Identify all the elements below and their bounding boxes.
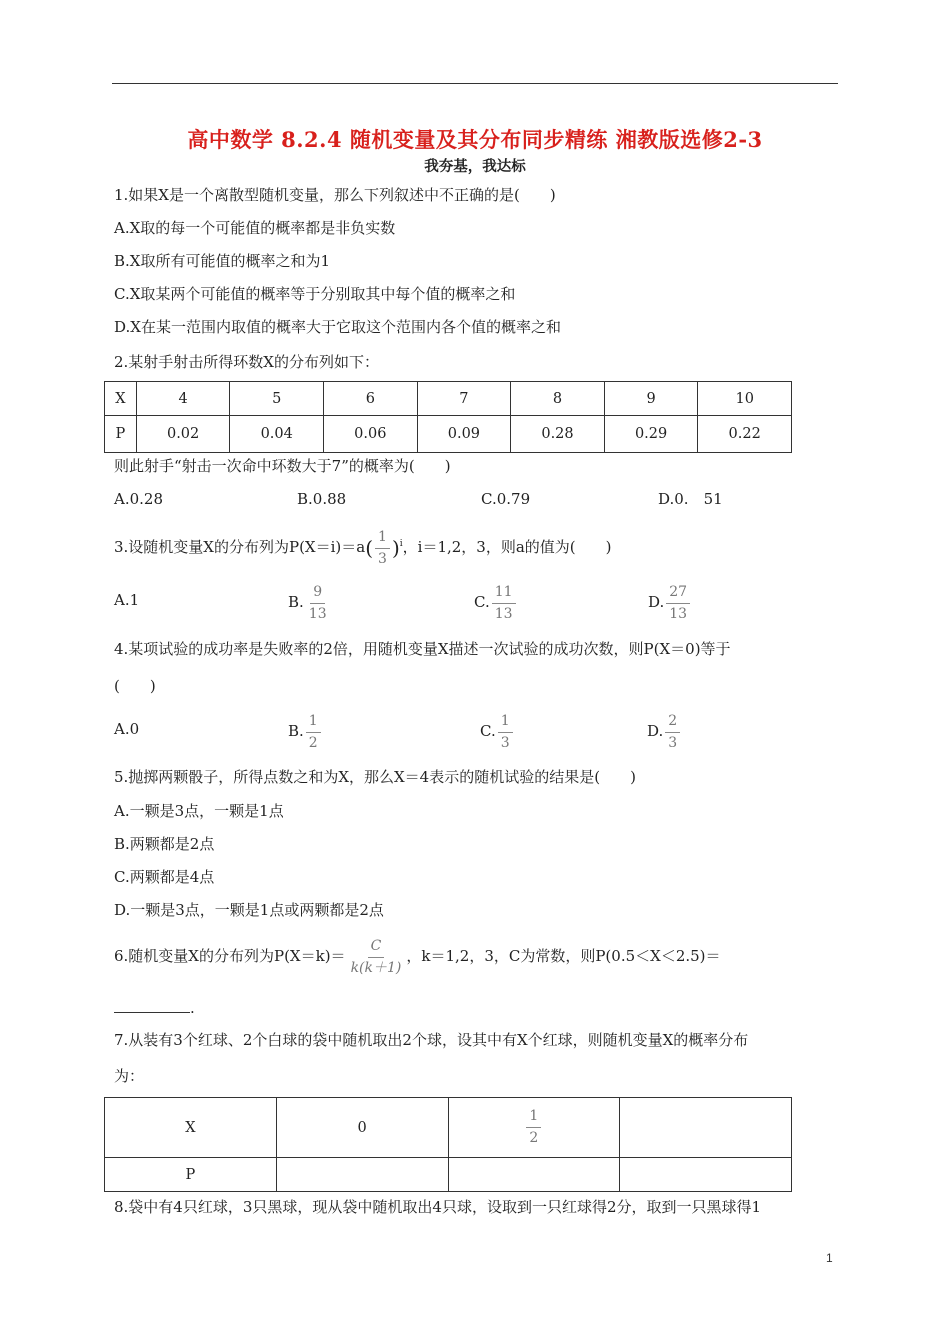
fraction-numerator: 11	[492, 583, 516, 604]
question-6-stem	[114, 934, 721, 978]
question-7-distribution-table	[104, 1097, 792, 1192]
table-cell: 7	[417, 382, 511, 416]
question-6-fraction	[348, 937, 405, 978]
open-paren: (	[365, 536, 374, 560]
question-3-option-a: A.1	[114, 591, 140, 609]
question-5-stem: 5.抛掷两颗骰子，所得点数之和为X，那么X＝4表示的随机试验的结果是( )	[114, 768, 636, 786]
table-cell: P	[105, 1158, 277, 1192]
question-5-option-d: D.一颗是3点，一颗是1点或两颗都是2点	[114, 901, 384, 919]
option-fraction	[306, 712, 321, 753]
question-3-option-c	[474, 580, 518, 624]
table-cell-empty	[620, 1158, 792, 1192]
table-cell: X	[105, 382, 137, 416]
fraction-denominator: 13	[308, 605, 327, 622]
question-2-option-a: A.0.28	[114, 490, 163, 508]
option-fraction	[498, 712, 513, 753]
table-cell: P	[105, 416, 137, 453]
option-label: B.	[288, 722, 304, 740]
question-5-option-a: A.一颗是3点，一颗是1点	[114, 802, 284, 820]
page-subtitle: 我夯基，我达标	[424, 158, 526, 175]
question-3-option-b	[288, 580, 332, 624]
table-cell: 0.29	[604, 416, 698, 453]
question-2-option-d: D.0. 51	[658, 490, 723, 508]
table-cell-fraction	[448, 1098, 620, 1158]
fraction-denominator: 2	[308, 734, 318, 751]
question-2-followup: 则此射手“射击一次命中环数大于7”的概率为( )	[114, 457, 451, 475]
question-4-option-a: A.0	[114, 720, 140, 738]
table-cell: 0.06	[324, 416, 418, 453]
page-title: 高中数学 8.2.4 随机变量及其分布同步精练 湘教版选修2-3	[187, 127, 763, 152]
fraction-numerator: 1	[375, 528, 390, 549]
question-2-option-b: B.0.88	[297, 490, 347, 508]
option-fraction	[492, 583, 516, 624]
table-cell: 0	[276, 1098, 448, 1158]
fraction-denominator: 13	[494, 605, 513, 622]
table-row	[105, 416, 792, 453]
table-cell: 6	[324, 382, 418, 416]
question-1-option-a: A.X取的每一个可能值的概率都是非负实数	[114, 219, 396, 237]
table-cell: 5	[230, 382, 324, 416]
fraction-numerator: 1	[306, 712, 321, 733]
table-cell: 10	[698, 382, 792, 416]
option-label: B.	[288, 593, 304, 611]
question-8-stem: 8.袋中有4只红球，3只黑球，现从袋中随机取出4只球，设取到一只红球得2分，取到一只黑球得1	[114, 1198, 762, 1216]
fraction-numerator: 27	[666, 583, 690, 604]
question-6-stem-text: 6.随机变量X的分布列为P(X＝k)＝	[114, 947, 346, 965]
table-cell: 0.28	[511, 416, 605, 453]
table-cell: 9	[604, 382, 698, 416]
question-4-stem-continued: ( )	[114, 677, 156, 695]
question-2-distribution-table	[104, 381, 792, 453]
fraction-denominator: 3	[500, 734, 510, 751]
option-label: D.	[647, 722, 664, 740]
question-7-stem-continued: 为：	[114, 1067, 145, 1085]
table-cell: 0.04	[230, 416, 324, 453]
option-fraction	[306, 583, 330, 624]
fraction-numerator: C	[368, 937, 385, 958]
close-paren: )	[391, 536, 400, 560]
page-number: 1	[826, 1251, 833, 1265]
question-4-option-d	[647, 709, 682, 753]
question-6-stem-tail: ，k＝1,2，3，C为常数，则P(0.5＜X＜2.5)＝	[406, 947, 721, 965]
question-1-option-b: B.X取所有可能值的概率之和为1	[114, 252, 331, 270]
question-4-option-c	[480, 709, 515, 753]
table-cell: 4	[136, 382, 230, 416]
question-4-stem: 4.某项试验的成功率是失败率的2倍，用随机变量X描述一次试验的成功次数，则P(X＝0)等于	[114, 640, 731, 658]
question-2-stem: 2.某射手射击所得环数X的分布列如下：	[114, 353, 379, 371]
table-cell: 0.02	[136, 416, 230, 453]
fraction-denominator: k(k＋1)	[350, 959, 402, 976]
question-3-option-d	[648, 580, 692, 624]
table-cell: 8	[511, 382, 605, 416]
option-fraction	[666, 583, 690, 624]
table-cell-empty	[276, 1158, 448, 1192]
question-1-option-d: D.X在某一范围内取值的概率大于它取这个范围内各个值的概率之和	[114, 318, 561, 336]
table-row	[105, 1158, 792, 1192]
table-cell-empty	[620, 1098, 792, 1158]
option-label: C.	[474, 593, 490, 611]
fraction-numerator: 9	[310, 583, 325, 604]
table-cell-empty	[448, 1158, 620, 1192]
question-1-option-c: C.X取某两个可能值的概率等于分别取其中每个值的概率之和	[114, 285, 516, 303]
exponent: i	[399, 539, 403, 549]
table-cell: 0.22	[698, 416, 792, 453]
question-1-stem: 1.如果X是一个离散型随机变量，那么下列叙述中不正确的是( )	[114, 186, 556, 204]
table-cell: X	[105, 1098, 277, 1158]
question-3-stem-text: 3.设随机变量X的分布列为P(X＝i)＝a	[114, 538, 366, 556]
question-2-option-c: C.0.79	[481, 490, 531, 508]
question-4-option-b	[288, 709, 323, 753]
cell-fraction	[526, 1107, 541, 1148]
option-label: C.	[480, 722, 496, 740]
question-3-fraction	[375, 528, 390, 569]
header-rule	[112, 83, 838, 84]
fraction-numerator: 2	[665, 712, 680, 733]
option-label: D.	[648, 593, 665, 611]
fraction-numerator: 1	[526, 1107, 541, 1128]
fraction-denominator: 2	[529, 1130, 539, 1146]
fraction-numerator: 1	[498, 712, 513, 733]
question-3-stem-tail: ，i＝1,2，3，则a的值为( )	[402, 538, 612, 556]
table-row	[105, 382, 792, 416]
question-6-period: .	[190, 999, 195, 1017]
option-fraction	[665, 712, 680, 753]
table-cell: 0.09	[417, 416, 511, 453]
question-3-stem	[114, 522, 612, 570]
fraction-denominator: 3	[378, 550, 387, 567]
answer-blank[interactable]	[114, 998, 190, 1013]
table-row	[105, 1098, 792, 1158]
question-5-option-c: C.两颗都是4点	[114, 868, 215, 886]
fraction-denominator: 13	[669, 605, 688, 622]
question-7-stem: 7.从装有3个红球、2个白球的袋中随机取出2个球，设其中有X个红球，则随机变量X的概率分布	[114, 1031, 749, 1049]
fraction-denominator: 3	[668, 734, 678, 751]
question-5-option-b: B.两颗都是2点	[114, 835, 215, 853]
question-6-answer-line	[114, 998, 195, 1018]
